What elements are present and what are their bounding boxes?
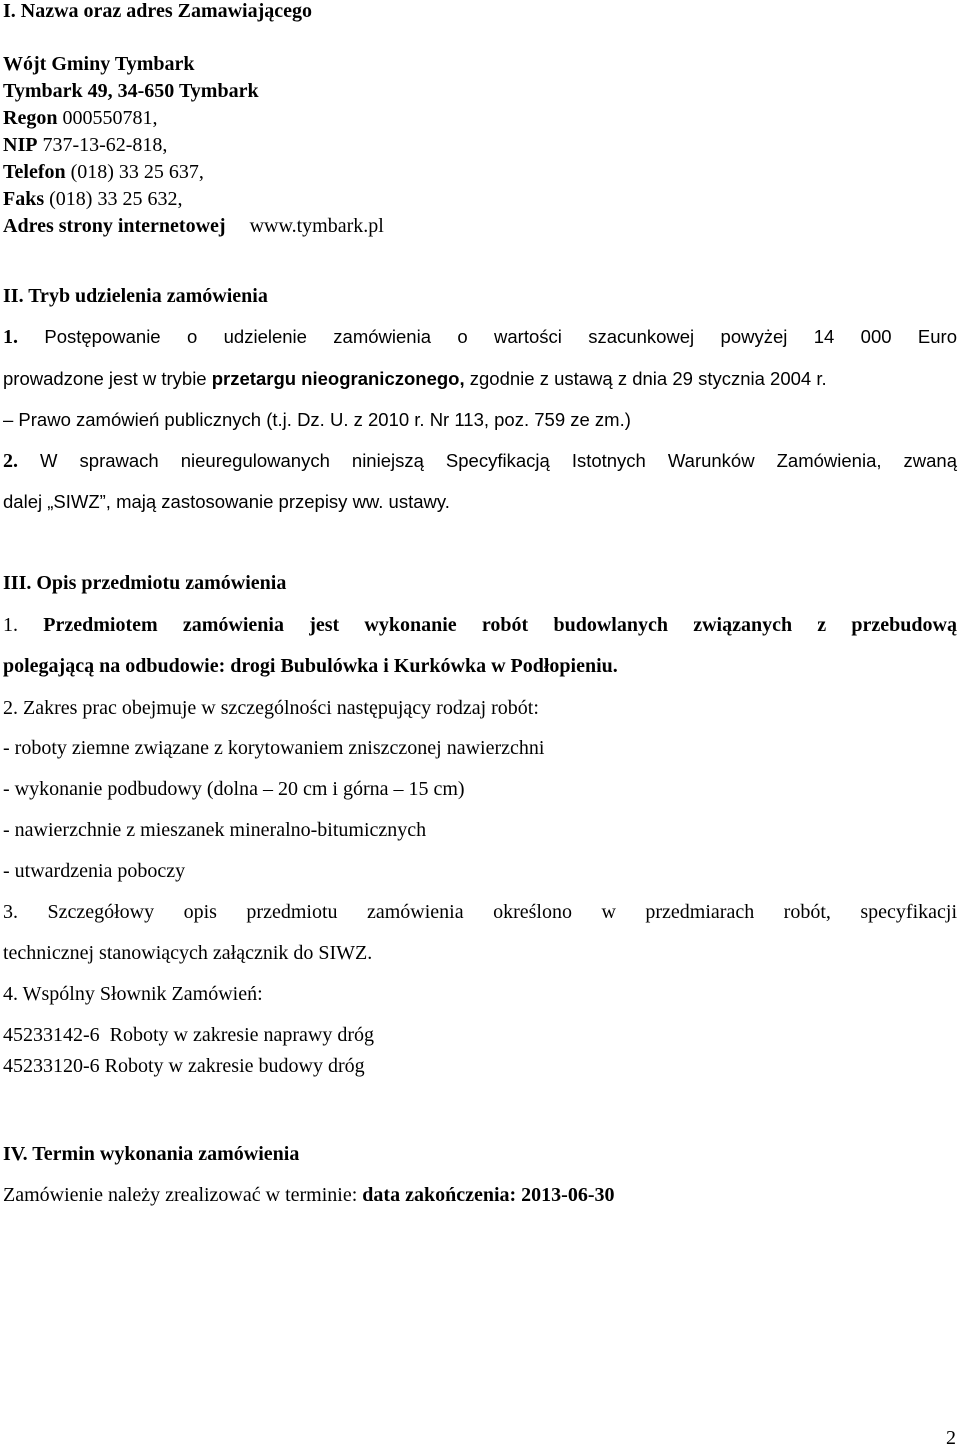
section-3-point-1-line-2: polegającą na odbudowie: drogi Bubulówka i Kurkówka w Podłopieniu. <box>3 655 618 677</box>
cpv-code-line: 45233142-6 Roboty w zakresie naprawy dróg <box>3 1024 375 1046</box>
nip-label: NIP <box>3 134 38 156</box>
fax-label: Faks <box>3 188 45 210</box>
list-item: - utwardzenia poboczy <box>3 860 186 882</box>
point-number: 2. <box>3 450 18 472</box>
section-3-point-3-line-2: technicznej stanowiących załącznik do SIWZ. <box>3 942 373 964</box>
phone-line <box>3 160 204 184</box>
point-number: 3. <box>3 901 18 923</box>
section-3-point-2 <box>3 696 539 720</box>
website-line <box>3 214 384 238</box>
section-3-point-3-line-1 <box>3 900 957 924</box>
list-item: - roboty ziemne związane z korytowaniem zniszczonej nawierzchni <box>3 737 545 759</box>
section-4-text <box>3 1183 614 1207</box>
section-3-point-4 <box>3 982 263 1006</box>
section-4-heading: IV. Termin wykonania zamówienia <box>3 1143 300 1165</box>
section-2-point-1-line-3: – Prawo zamówień publicznych (t.j. Dz. U. z 2010 r. Nr 113, poz. 759 ze zm.) <box>3 409 631 430</box>
paragraph-text: zgodnie z ustawą z dnia 29 stycznia 2004 r. <box>464 368 827 389</box>
nip-line <box>3 133 167 157</box>
regon-line <box>3 106 157 130</box>
point-number: 1. <box>3 326 18 348</box>
section-3-heading: III. Opis przedmiotu zamówienia <box>3 572 287 594</box>
phone-label: Telefon <box>3 161 66 183</box>
contracting-authority-address: Tymbark 49, 34-650 Tymbark <box>3 80 259 102</box>
paragraph-text: Wspólny Słownik Zamówień: <box>22 983 263 1005</box>
phone-value: (018) 33 25 637, <box>70 161 204 183</box>
paragraph-text: Przedmiotem zamówienia jest wykonanie robót budowlanych związanych z przebudową <box>43 614 957 636</box>
cpv-code-line: 45233120-6 Roboty w zakresie budowy dróg <box>3 1055 365 1077</box>
website-label: Adres strony internetowej <box>3 215 226 237</box>
point-number: 1. <box>3 614 18 636</box>
procedure-type: przetargu nieograniczonego, <box>211 368 465 389</box>
paragraph-text: Szczegółowy opis przedmiotu zamówienia określono w przedmiarach robót, specyfikacji <box>47 901 957 923</box>
section-2-point-2-line-1 <box>3 449 957 473</box>
list-item: - nawierzchnie z mieszanek mineralno-bitumicznych <box>3 819 427 841</box>
paragraph-text: Postępowanie o udzielenie zamówienia o wartości szacunkowej powyżej 14 000 Euro <box>44 326 957 347</box>
nip-value: 737-13-62-818, <box>42 134 168 156</box>
paragraph-text: Zakres prac obejmuje w szczególności następujący rodzaj robót: <box>23 697 539 719</box>
section-1-heading: I. Nazwa oraz adres Zamawiającego <box>3 0 313 22</box>
section-3-point-1-line-1 <box>3 613 957 637</box>
deadline: data zakończenia: 2013-06-30 <box>362 1184 615 1206</box>
section-2-point-1-line-2 <box>3 367 827 391</box>
section-2-heading: II. Tryb udzielenia zamówienia <box>3 285 268 307</box>
fax-value: (018) 33 25 632, <box>49 188 183 210</box>
fax-line <box>3 187 182 211</box>
regon-value: 000550781, <box>62 107 158 129</box>
paragraph-text: Zamówienie należy zrealizować w terminie: <box>3 1184 363 1206</box>
page-number: 2 <box>946 1427 956 1449</box>
website-link[interactable]: www.tymbark.pl <box>249 215 384 237</box>
section-2-point-1-line-1 <box>3 325 957 349</box>
section-2-point-2-line-2: dalej „SIWZ”, mają zastosowanie przepisy ww. ustawy. <box>3 491 450 512</box>
list-item: - wykonanie podbudowy (dolna – 20 cm i górna – 15 cm) <box>3 778 465 800</box>
contracting-authority-name: Wójt Gminy Tymbark <box>3 53 195 75</box>
regon-label: Regon <box>3 107 58 129</box>
point-number: 4. <box>3 983 18 1005</box>
point-number: 2. <box>3 697 18 719</box>
paragraph-text: prowadzone jest w trybie <box>3 368 212 389</box>
paragraph-text: W sprawach nieuregulowanych niniejszą Specyfikacją Istotnych Warunków Zamówienia, zwaną <box>40 450 958 471</box>
